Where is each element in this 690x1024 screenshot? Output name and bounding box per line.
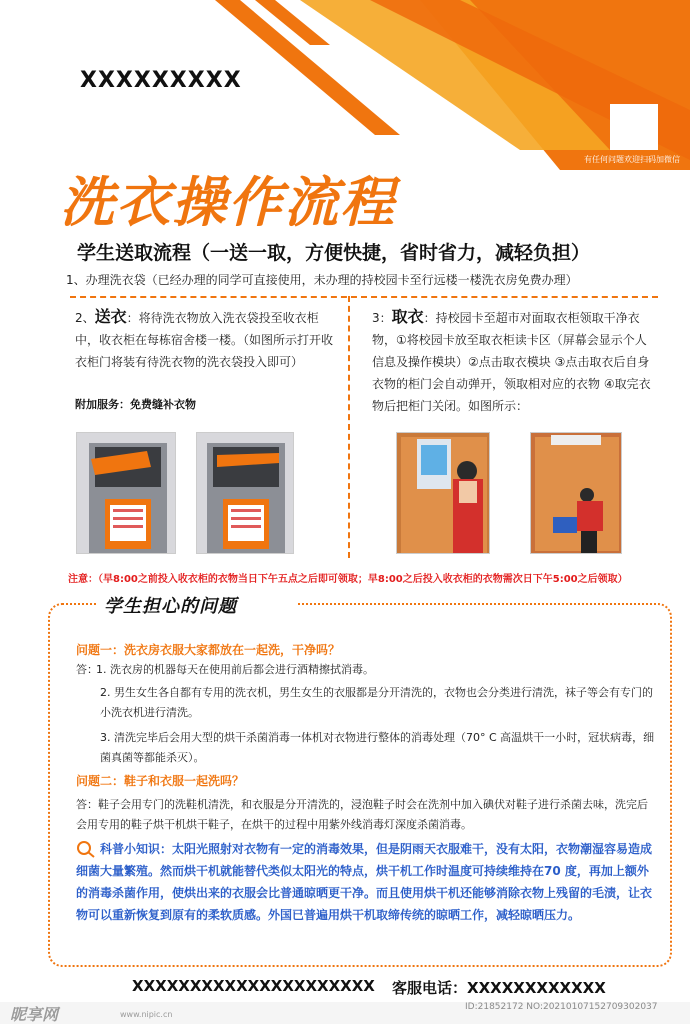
pickup-cabinet-photo-1	[396, 432, 490, 554]
dropoff-cabinet-photo-1	[76, 432, 176, 554]
step-2-text: ：将待洗衣物放入洗衣袋投至收衣柜中，收衣柜在每栋宿舍楼一楼。（如图所示打开收衣柜门将装有待洗衣物的洗衣袋投入即可）	[75, 311, 334, 369]
step-2-heading: 送衣	[94, 307, 127, 326]
watermark-logo: 昵享网	[10, 1005, 59, 1024]
step-2-block	[75, 306, 337, 373]
qr-caption: 有任何问题欢迎扫码加微信	[584, 155, 680, 164]
faq-answer-1-item-1: 1. 洗衣房的机器每天在使用前后都会进行酒精擦拭消毒。	[96, 663, 374, 676]
footer-contact: XXXXXXXXXXXXXXXXXXXXX	[132, 977, 375, 995]
step-3-block	[372, 306, 652, 417]
pickup-cabinet-photo-2	[530, 432, 622, 554]
qr-code-placeholder	[610, 104, 658, 150]
pickup-time-notice: 注意：（早8:00之前投入收衣柜的衣物当日下午五点之后即可领取；早8:00之后投入收衣柜的衣物需次日下午5:00之后领取）	[68, 574, 628, 585]
step-3-heading: 取衣	[391, 307, 424, 326]
faq-answer-1-item-2: 2. 男生女生各自都有专用的洗衣机，男生女生的衣服都是分开清洗的，衣物也会分类进行清洗，袜子等会有专门的小洗衣机进行清洗。	[100, 686, 653, 719]
faq-answer-1-prefix: 答：	[76, 663, 98, 676]
step-2-number: 2、	[75, 311, 95, 325]
faq-question-1: 问题一：洗衣房衣服大家都放在一起洗，干净吗？	[76, 643, 341, 657]
process-subtitle: 学生送取流程（一送一取，方便快捷，省时省力，减轻负担）	[77, 242, 591, 264]
page-title: 洗衣操作流程	[60, 171, 396, 234]
faq-answer-1-item-3: 3. 清洗完毕后会用大型的烘干杀菌消毒一体机对衣物进行整体的消毒处理（70° C 高温烘干一小时，冠状病毒，细菌真菌等都能杀灭）。	[100, 731, 655, 764]
section-divider-vertical	[348, 296, 350, 558]
watermark-url: www.nipic.cn	[120, 1010, 173, 1019]
step-3-text: ：持校园卡至超市对面取衣柜领取干净衣物，①将校园卡放至取衣柜读卡区（屏幕会显示个人信息及操作模块）②点击取衣模块 ③点击取衣后自身衣物的柜门会自动弹开，领取相对应的衣物 ④取完衣物后把柜门关闭。如图所示：	[372, 311, 651, 413]
brand-name: XXXXXXXXX	[80, 68, 242, 93]
faq-title: 学生担心的问题	[104, 596, 237, 617]
watermark-id: ID:21852172 NO:20210107152709302037	[465, 1002, 658, 1012]
step-1-text: 1、办理洗衣袋（已经办理的同学可直接使用，未办理的持校园卡至行远楼一楼洗衣房免费办理）	[66, 273, 578, 287]
section-divider-horizontal	[70, 296, 658, 298]
faq-question-2: 问题二：鞋子和衣服一起洗吗？	[76, 774, 245, 788]
customer-service-phone: 客服电话：XXXXXXXXXXXX	[392, 979, 606, 997]
faq-answer-2: 答：鞋子会用专门的洗鞋机清洗，和衣服是分开清洗的，浸泡鞋子时会在洗剂中加入碘伏对鞋子进行杀菌去味，洗完后会用专用的鞋子烘干机烘干鞋子，在烘干的过程中用紫外线消毒灯深度杀菌消毒。	[76, 798, 648, 831]
science-tip: 科普小知识：太阳光照射对衣物有一定的消毒效果，但是阴雨天衣服难干，没有太阳，衣物潮湿容易造成细菌大量繁殖。然而烘干机就能替代类似太阳光的特点，烘干机工作时温度可持续维持在70 度，再加上额外的消毒杀菌作用，使烘出来的衣服会比普通晾晒更干净。而且使用烘干机还能够消除衣物上残留的毛渍，让衣物可以重新恢复到原有的柔软质感。外国已普遍用烘干机取缔传统的晾晒工作，减轻晾晒压力。	[76, 842, 653, 922]
extra-service: 附加服务：免费缝补衣物	[75, 398, 196, 411]
step-3-number: 3：	[372, 311, 392, 325]
dropoff-cabinet-photo-2	[196, 432, 294, 554]
